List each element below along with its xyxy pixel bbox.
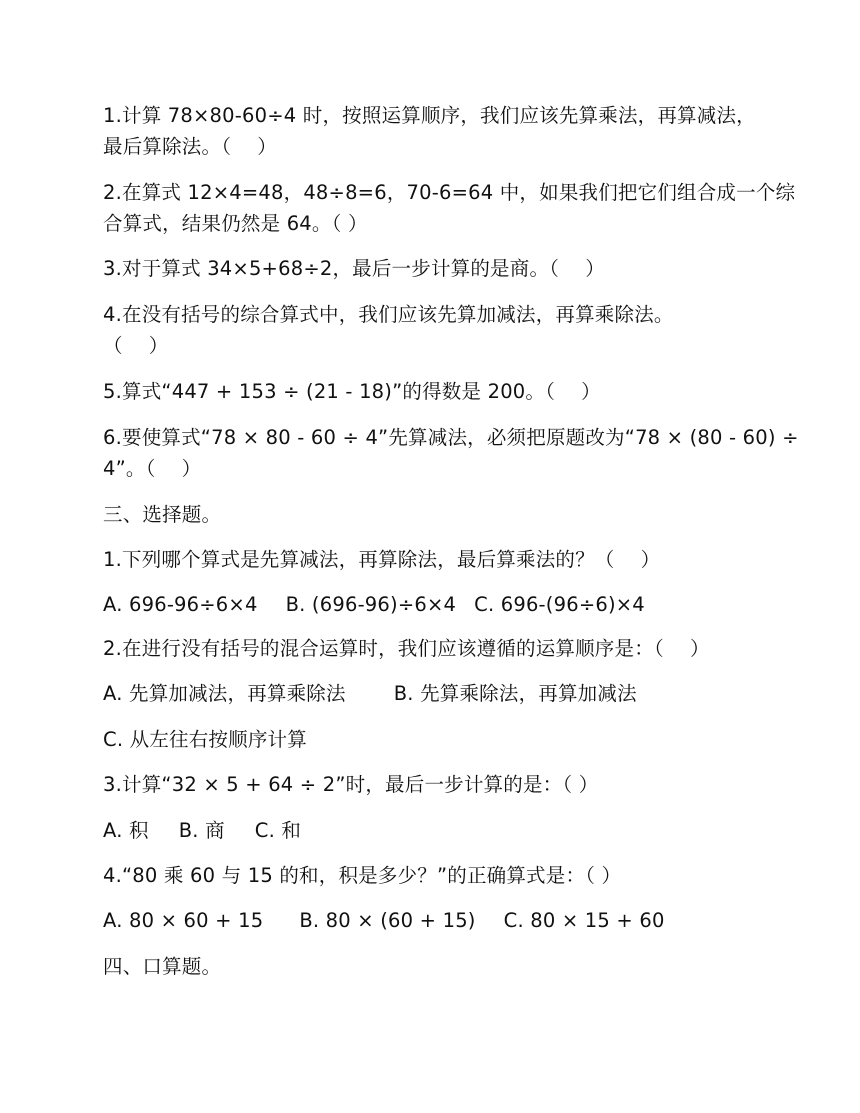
choice-q2-options (103, 678, 763, 710)
choice-q3-stem: 3.计算“32 × 5 + 64 ÷ 2”时，最后一步计算的是：（ ） (103, 773, 599, 796)
choice-q2-option-b: B. 先算乘除法，再算加减法 (393, 682, 637, 705)
judgement-q6-line1: 6.要使算式“78 × 80 - 60 ÷ 4”先算减法，必须把原题改为“78 × (80 - 60) ÷ (103, 426, 799, 449)
judgement-q3: 3.对于算式 34×5+68÷2，最后一步计算的是商。（ ） (103, 257, 605, 280)
choice-q3-option-c: C. 和 (254, 819, 302, 842)
choice-q1-options (103, 589, 763, 621)
choice-q4-option-a: A. 80 × 60 + 15 (103, 909, 264, 932)
choice-q4-option-b: B. 80 × (60 + 15) (299, 909, 476, 932)
choice-q4-options (103, 905, 763, 937)
choice-q1-option-a: A. 696-96÷6×4 (103, 593, 258, 616)
judgement-q6-line2: 4”。（ ） (103, 457, 202, 480)
choice-q1-option-c: C. 696-(96÷6)×4 (474, 593, 645, 616)
choice-q2-stem: 2.在进行没有括号的混合运算时，我们应该遵循的运算顺序是：（ ） (103, 637, 710, 660)
judgement-q4-line2: （ ） (103, 334, 169, 357)
judgement-q1-line1: 1.计算 78×80-60÷4 时，按照运算顺序，我们应该先算乘法，再算减法， (103, 104, 756, 127)
choice-q3-option-a: A. 积 (103, 819, 149, 842)
judgement-q4-line1: 4.在没有括号的综合算式中，我们应该先算加减法，再算乘除法。 (103, 303, 674, 326)
section4-title: 四、口算题。 (103, 955, 222, 978)
judgement-q2-line1: 2.在算式 12×4=48，48÷8=6，70-6=64 中，如果我们把它们组合成一个综 (103, 181, 796, 204)
judgement-q5: 5.算式“447 + 153 ÷ (21 - 18)”的得数是 200。（ ） (103, 380, 601, 403)
choice-q1-stem: 1.下列哪个算式是先算减法，再算除法，最后算乘法的？（ ） (103, 548, 661, 571)
choice-q1-option-b: B. (696-96)÷6×4 (285, 593, 457, 616)
choice-q4-stem: 4.“80 乘 60 与 15 的和，积是多少？”的正确算式是：（ ） (103, 864, 622, 887)
judgement-q2-line2: 合算式，结果仍然是 64。（ ） (103, 212, 368, 235)
choice-q4-option-c: C. 80 × 15 + 60 (503, 909, 665, 932)
choice-q3-option-b: B. 商 (178, 819, 225, 842)
section3-title: 三、选择题。 (103, 503, 222, 526)
choice-q2-option-a: A. 先算加减法，再算乘除法 (103, 682, 346, 705)
choice-q3-options (103, 815, 763, 847)
judgement-q1-line2: 最后算除法。（ ） (103, 135, 277, 158)
choice-q2-option-c: C. 从左往右按顺序计算 (103, 728, 307, 751)
